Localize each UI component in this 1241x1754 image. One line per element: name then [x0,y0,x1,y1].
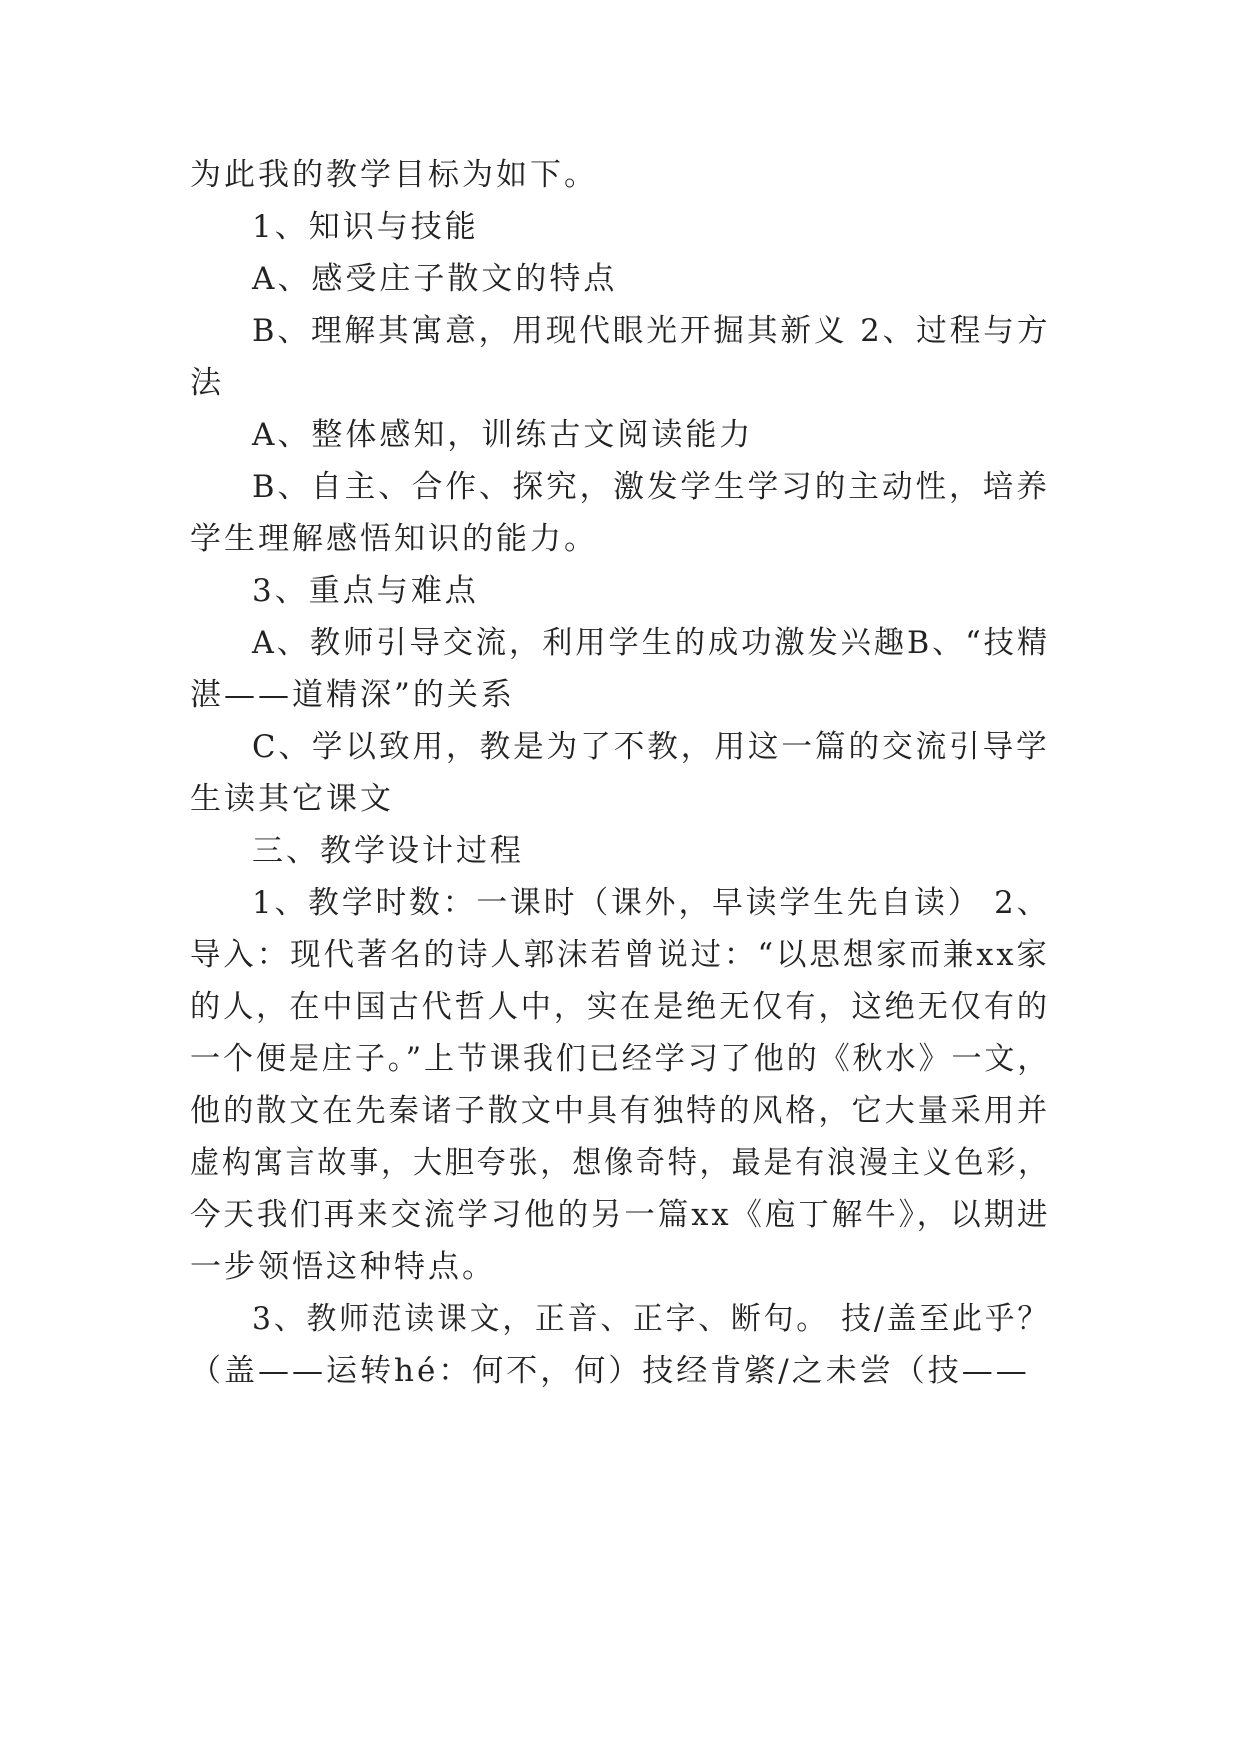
text-line: 的人，在中国古代哲人中，实在是绝无仅有，这绝无仅有的 [190,989,1050,1025]
text-line: 虚构寓言故事，大胆夸张，想像奇特，最是有浪漫主义色彩， [190,1145,1050,1181]
text-line: 湛——道精深”的关系 [190,677,515,713]
text-line: A、整体感知，训练古文阅读能力 [252,417,754,453]
text-line: C、学以致用，教是为了不教，用这一篇的交流引导学 [252,729,1050,765]
text-line: 他的散文在先秦诸子散文中具有独特的风格，它大量采用并 [190,1093,1050,1129]
text-line: 1、知识与技能 [252,209,479,245]
text-line: 生读其它课文 [190,781,394,817]
text-line: 学生理解感悟知识的能力。 [190,521,598,557]
text-line: 三、教学设计过程 [252,833,524,869]
text-line: 一步领悟这种特点。 [190,1249,496,1285]
text-line: A、感受庄子散文的特点 [252,261,618,297]
text-line: 导入：现代著名的诗人郭沫若曾说过：“以思想家而兼xx家 [190,937,1050,973]
text-line: 3、教师范读课文，正音、正字、断句。 技/盖至此乎？ [252,1301,1051,1337]
text-line: 3、重点与难点 [252,573,479,609]
text-line: 1、教学时数：一课时（课外，早读学生先自读） 2、 [252,885,1051,921]
text-line: （盖——运转hé：何不，何）技经肯綮/之未尝（技—— [190,1353,1030,1389]
text-line: 一个便是庄子。”上节课我们已经学习了他的《秋水》一文， [190,1041,1051,1077]
text-line: A、教师引导交流，利用学生的成功激发兴趣B、“技精 [252,625,1051,661]
text-line: 今天我们再来交流学习他的另一篇xx《庖丁解牛》，以期进 [190,1197,1051,1233]
text-line: B、自主、合作、探究，激发学生学习的主动性，培养 [252,469,1050,505]
text-line: 为此我的教学目标为如下。 [190,157,598,193]
text-line: B、理解其寓意，用现代眼光开掘其新义 2、过程与方 [252,313,1051,349]
text-line: 法 [190,365,224,401]
